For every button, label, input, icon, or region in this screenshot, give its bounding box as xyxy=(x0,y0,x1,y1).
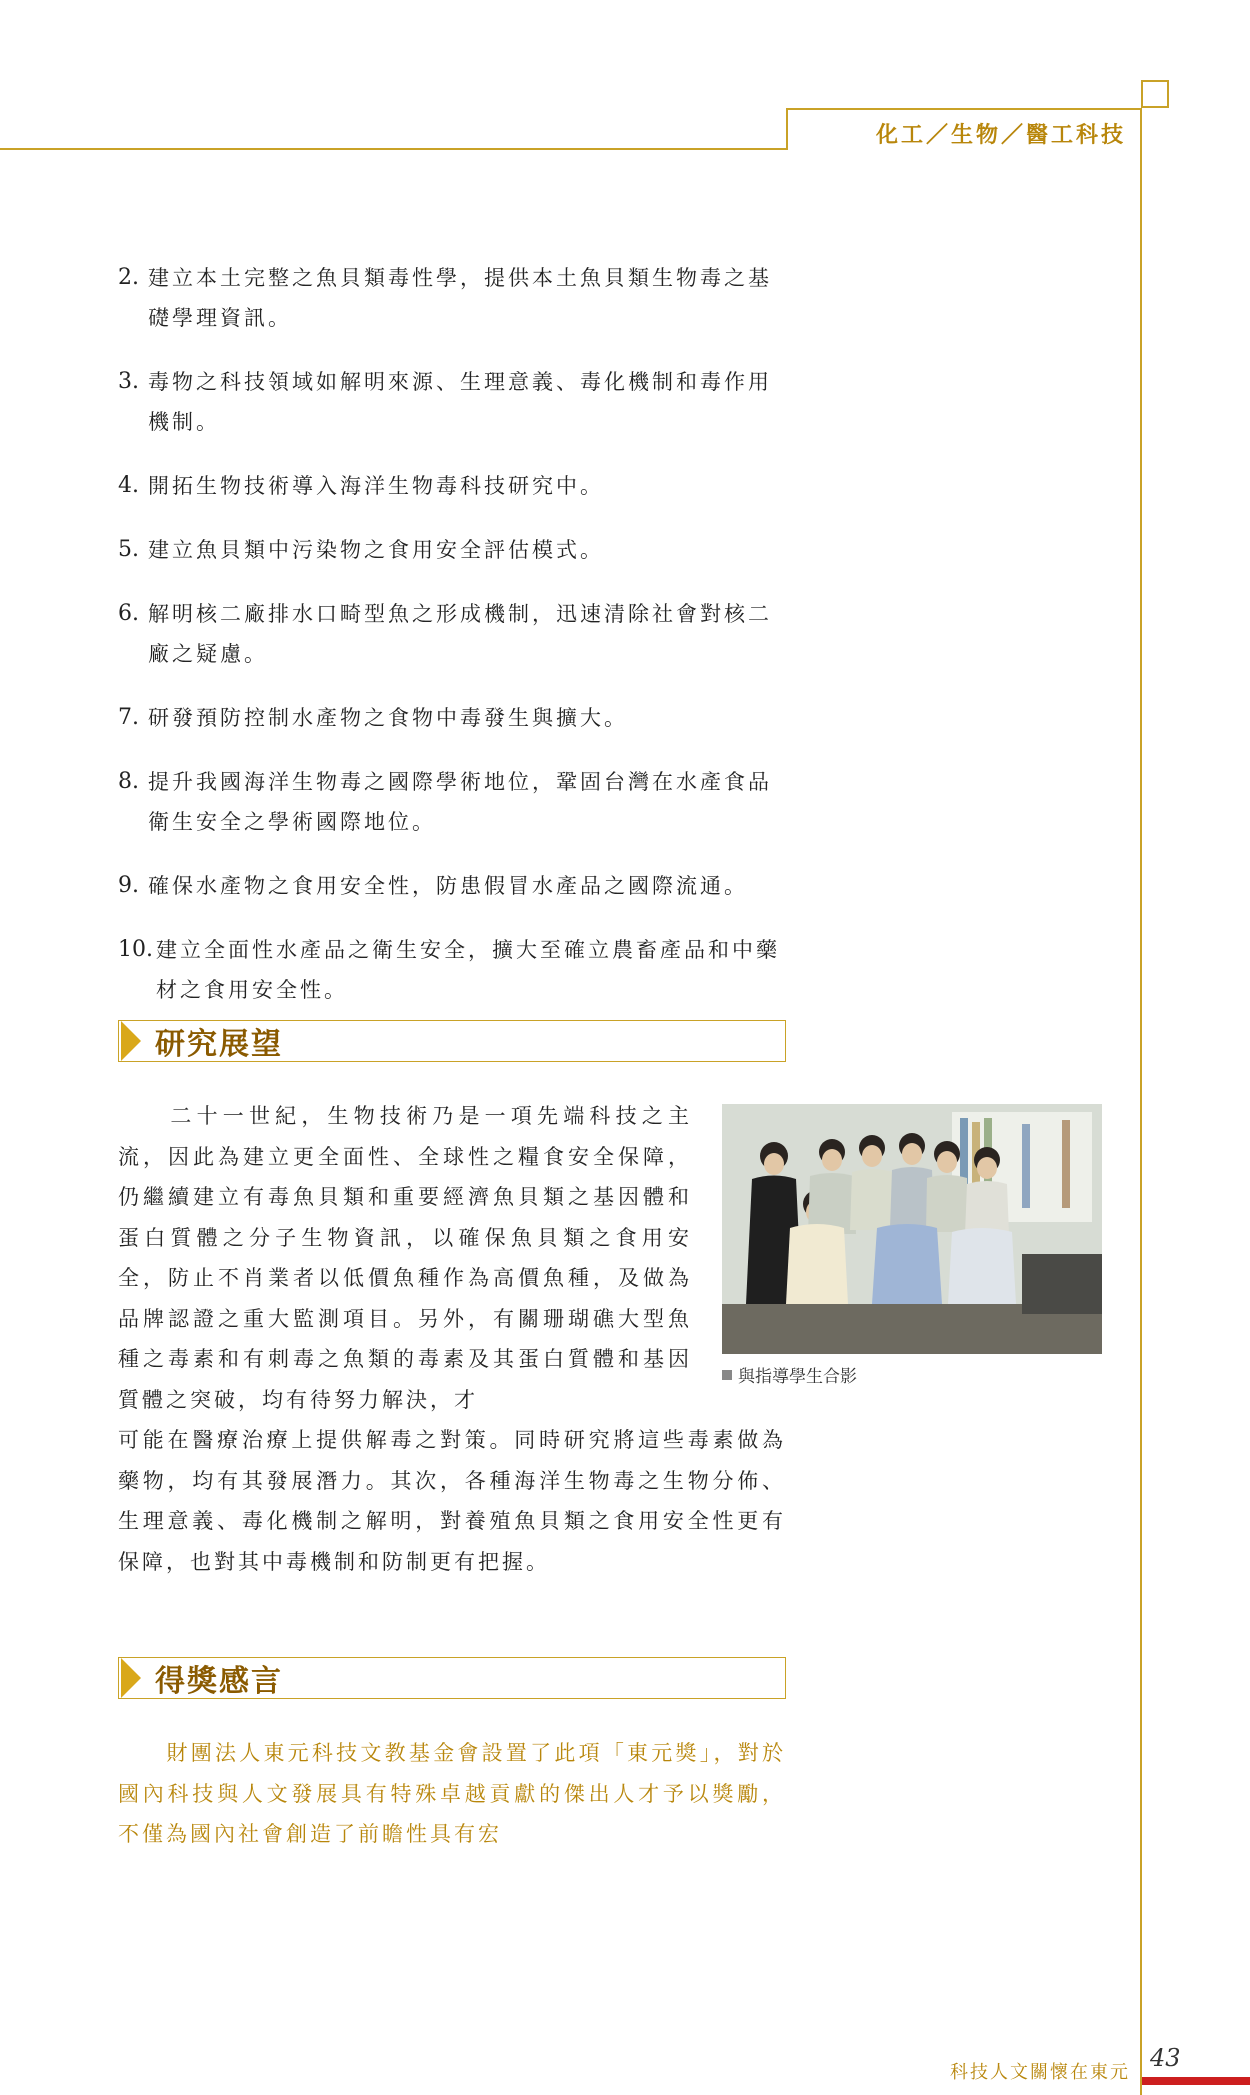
list-number: 8. xyxy=(118,769,139,794)
list-item xyxy=(118,258,788,338)
list-text: 確保水產物之食用安全性，防患假冒水產品之國際流通。 xyxy=(148,874,748,898)
photo-caption xyxy=(722,1362,857,1387)
footer-red-bar xyxy=(1142,2077,1250,2085)
list-text: 建立全面性水產品之衛生安全，擴大至確立農畜產品和中藥材之食用安全性。 xyxy=(156,938,780,1002)
list-text: 開拓生物技術導入海洋生物毒科技研究中。 xyxy=(148,474,604,498)
list-number: 5. xyxy=(118,537,139,562)
caption-text: 與指導學生合影 xyxy=(738,1367,857,1387)
header-rule xyxy=(0,148,786,150)
section-tag: 化工／生物／醫工科技 xyxy=(875,123,1126,148)
list-number: 7. xyxy=(118,705,139,730)
section-title: 研究展望 xyxy=(155,1027,283,1062)
list-text: 建立魚貝類中污染物之食用安全評估模式。 xyxy=(148,538,604,562)
section-heading-award xyxy=(118,1657,786,1699)
header-rule-vertical xyxy=(786,108,788,150)
footer-slogan: 科技人文關懷在東元 xyxy=(950,2062,1130,2083)
list-number: 4. xyxy=(118,473,139,498)
list-text: 解明核二廠排水口畸型魚之形成機制，迅速清除社會對核二廠之疑慮。 xyxy=(148,602,772,666)
list-text: 毒物之科技領域如解明來源、生理意義、毒化機制和毒作用機制。 xyxy=(148,370,772,434)
list-text: 提升我國海洋生物毒之國際學術地位，鞏固台灣在水產食品衛生安全之學術國際地位。 xyxy=(148,770,772,834)
list-text: 研發預防控制水產物之食物中毒發生與擴大。 xyxy=(148,706,628,730)
list-number: 2. xyxy=(118,265,139,290)
list-number: 10. xyxy=(118,937,153,962)
group-photo xyxy=(722,1104,1102,1354)
outlook-paragraph-part1: 二十一世紀，生物技術乃是一項先端科技之主流，因此為建立更全面性、全球性之糧食安全保障，仍繼續建立有毒魚貝類和重要經濟魚貝類之基因體和蛋白質體之分子生物資訊，以確保魚貝類之食用安全，防止不肖業者以低價魚種作為高價魚種，及做為品牌認證之重大監測項目。另外，有關珊瑚礁大型魚種之毒素和有刺毒之魚類的毒素及其蛋白質體和基因質體之突破，均有待努力解決，才 xyxy=(118,1104,692,1412)
outlook-paragraph-part2: 可能在醫療治療上提供解毒之對策。同時研究將這些毒素做為藥物，均有其發展潛力。其次，各種海洋生物毒之生物分佈、生理意義、毒化機制之解明，對養殖魚貝類之食用安全性更有保障，也對其中毒機制和防制更有把握。 xyxy=(118,1428,786,1574)
list-item xyxy=(118,594,788,674)
list-item xyxy=(118,530,788,570)
header-rule-top xyxy=(786,108,1141,110)
list-number: 6. xyxy=(118,601,139,626)
list-item xyxy=(118,362,788,442)
triangle-bullet-icon xyxy=(121,1658,141,1698)
list-item xyxy=(118,466,788,506)
header-corner-box xyxy=(1141,80,1169,108)
award-paragraph: 財團法人東元科技文教基金會設置了此項「東元獎」，對於國內科技與人文發展具有特殊卓越貢獻的傑出人才予以獎勵，不僅為國內社會創造了前瞻性具有宏 xyxy=(118,1741,786,1846)
list-text: 建立本土完整之魚貝類毒性學，提供本土魚貝類生物毒之基礎學理資訊。 xyxy=(148,266,772,330)
list-item xyxy=(118,866,788,906)
triangle-bullet-icon xyxy=(121,1021,141,1061)
caption-square-icon xyxy=(722,1370,732,1380)
list-number: 9. xyxy=(118,873,139,898)
list-item xyxy=(118,698,788,738)
section-title: 得獎感言 xyxy=(155,1664,283,1699)
group-photo-illustration xyxy=(722,1104,1102,1354)
page-number: 43 xyxy=(1150,2044,1181,2072)
section-heading-outlook xyxy=(118,1020,786,1062)
list-item xyxy=(118,930,788,1010)
list-item xyxy=(118,762,788,842)
list-number: 3. xyxy=(118,369,139,394)
right-margin-rule xyxy=(1140,108,1142,2095)
objectives-list xyxy=(118,258,788,1034)
